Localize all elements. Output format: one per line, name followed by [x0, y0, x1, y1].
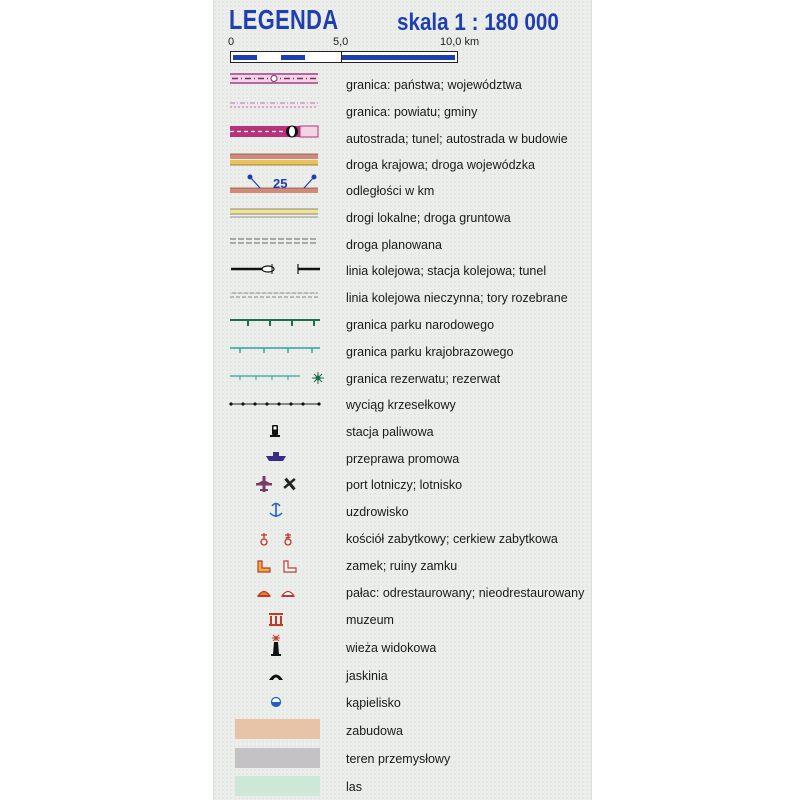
legend-label: zabudowa	[346, 724, 403, 738]
legend-label: granica parku narodowego	[346, 318, 495, 332]
legend-label: muzeum	[346, 613, 394, 627]
forest-swatch	[235, 776, 320, 796]
legend-label: uzdrowisko	[346, 505, 409, 519]
legend-label: granica rezerwatu; rezerwat	[346, 372, 501, 386]
ferry-icon	[228, 448, 324, 464]
chairlift-symbol	[228, 398, 324, 410]
legend-label: las	[346, 780, 362, 794]
legend-label: teren przemysłowy	[346, 752, 451, 766]
legend-label: port lotniczy; lotnisko	[346, 478, 463, 492]
county-border-symbol	[228, 100, 324, 112]
legend-label: pałac: odrestaurowany; nieodrestaurowany	[346, 586, 585, 600]
scale-bar-segment	[233, 55, 257, 60]
museum-icon	[228, 610, 324, 628]
airport-icon	[228, 474, 324, 494]
scale-bar	[230, 51, 458, 63]
legend-label: granica: państwa; województwa	[346, 78, 522, 92]
scale-tick-0: 0	[228, 36, 235, 48]
spa-icon	[228, 500, 324, 520]
national-road-symbol	[228, 152, 324, 168]
state-border-symbol	[228, 71, 324, 87]
observation-tower-icon	[228, 634, 324, 660]
disused-railway-symbol	[228, 290, 324, 302]
legend-label: kościół zabytkowy; cerkiew zabytkowa	[346, 532, 558, 546]
legend-label: droga krajowa; droga wojewódzka	[346, 158, 535, 172]
railway-symbol	[228, 261, 324, 277]
legend-label: stacja paliwowa	[346, 425, 434, 439]
local-road-symbol	[228, 207, 324, 221]
bathing-area-icon	[228, 694, 324, 710]
reserve-border-symbol	[228, 370, 324, 386]
legend-label: jaskinia	[346, 669, 388, 683]
distance-sample: 25	[273, 176, 288, 191]
legend-label: autostrada; tunel; autostrada w budowie	[346, 132, 568, 146]
cave-icon	[228, 668, 324, 684]
motorway-symbol	[228, 124, 324, 140]
scale-bar-segment	[341, 55, 455, 60]
scale-tick-5: 5,0	[333, 36, 349, 48]
scale-bar-divider	[341, 52, 342, 62]
scale-tick-10: 10,0 km	[440, 36, 480, 48]
national-park-border-symbol	[228, 317, 324, 329]
legend-label: drogi lokalne; droga gruntowa	[346, 211, 511, 225]
industrial-area-swatch	[235, 748, 320, 768]
fuel-station-icon	[228, 422, 324, 440]
legend-label: wieża widokowa	[346, 641, 437, 655]
legend-label: granica: powiatu; gminy	[346, 105, 478, 119]
planned-road-symbol	[228, 236, 324, 248]
church-icon	[228, 530, 324, 548]
distance-marker-symbol	[228, 172, 324, 196]
legend-label: droga planowana	[346, 238, 442, 252]
palace-icon	[228, 584, 324, 600]
built-up-area-swatch	[235, 719, 320, 739]
legend-label: wyciąg krzesełkowy	[346, 398, 456, 412]
legend-label: odległości w km	[346, 184, 435, 198]
legend-title: LEGENDA	[229, 4, 339, 35]
legend-label: granica parku krajobrazowego	[346, 345, 514, 359]
scale-label: skala 1 : 180 000	[397, 9, 559, 36]
scale-bar-segment	[281, 55, 305, 60]
legend-label: linia kolejowa nieczynna; tory rozebrane	[346, 291, 568, 305]
legend-label: zamek; ruiny zamku	[346, 559, 458, 573]
landscape-park-border-symbol	[228, 345, 324, 357]
legend-label: kąpielisko	[346, 696, 401, 710]
castle-icon	[228, 557, 324, 575]
legend-label: linia kolejowa; stacja kolejowa; tunel	[346, 264, 547, 278]
legend-label: przeprawa promowa	[346, 452, 460, 466]
